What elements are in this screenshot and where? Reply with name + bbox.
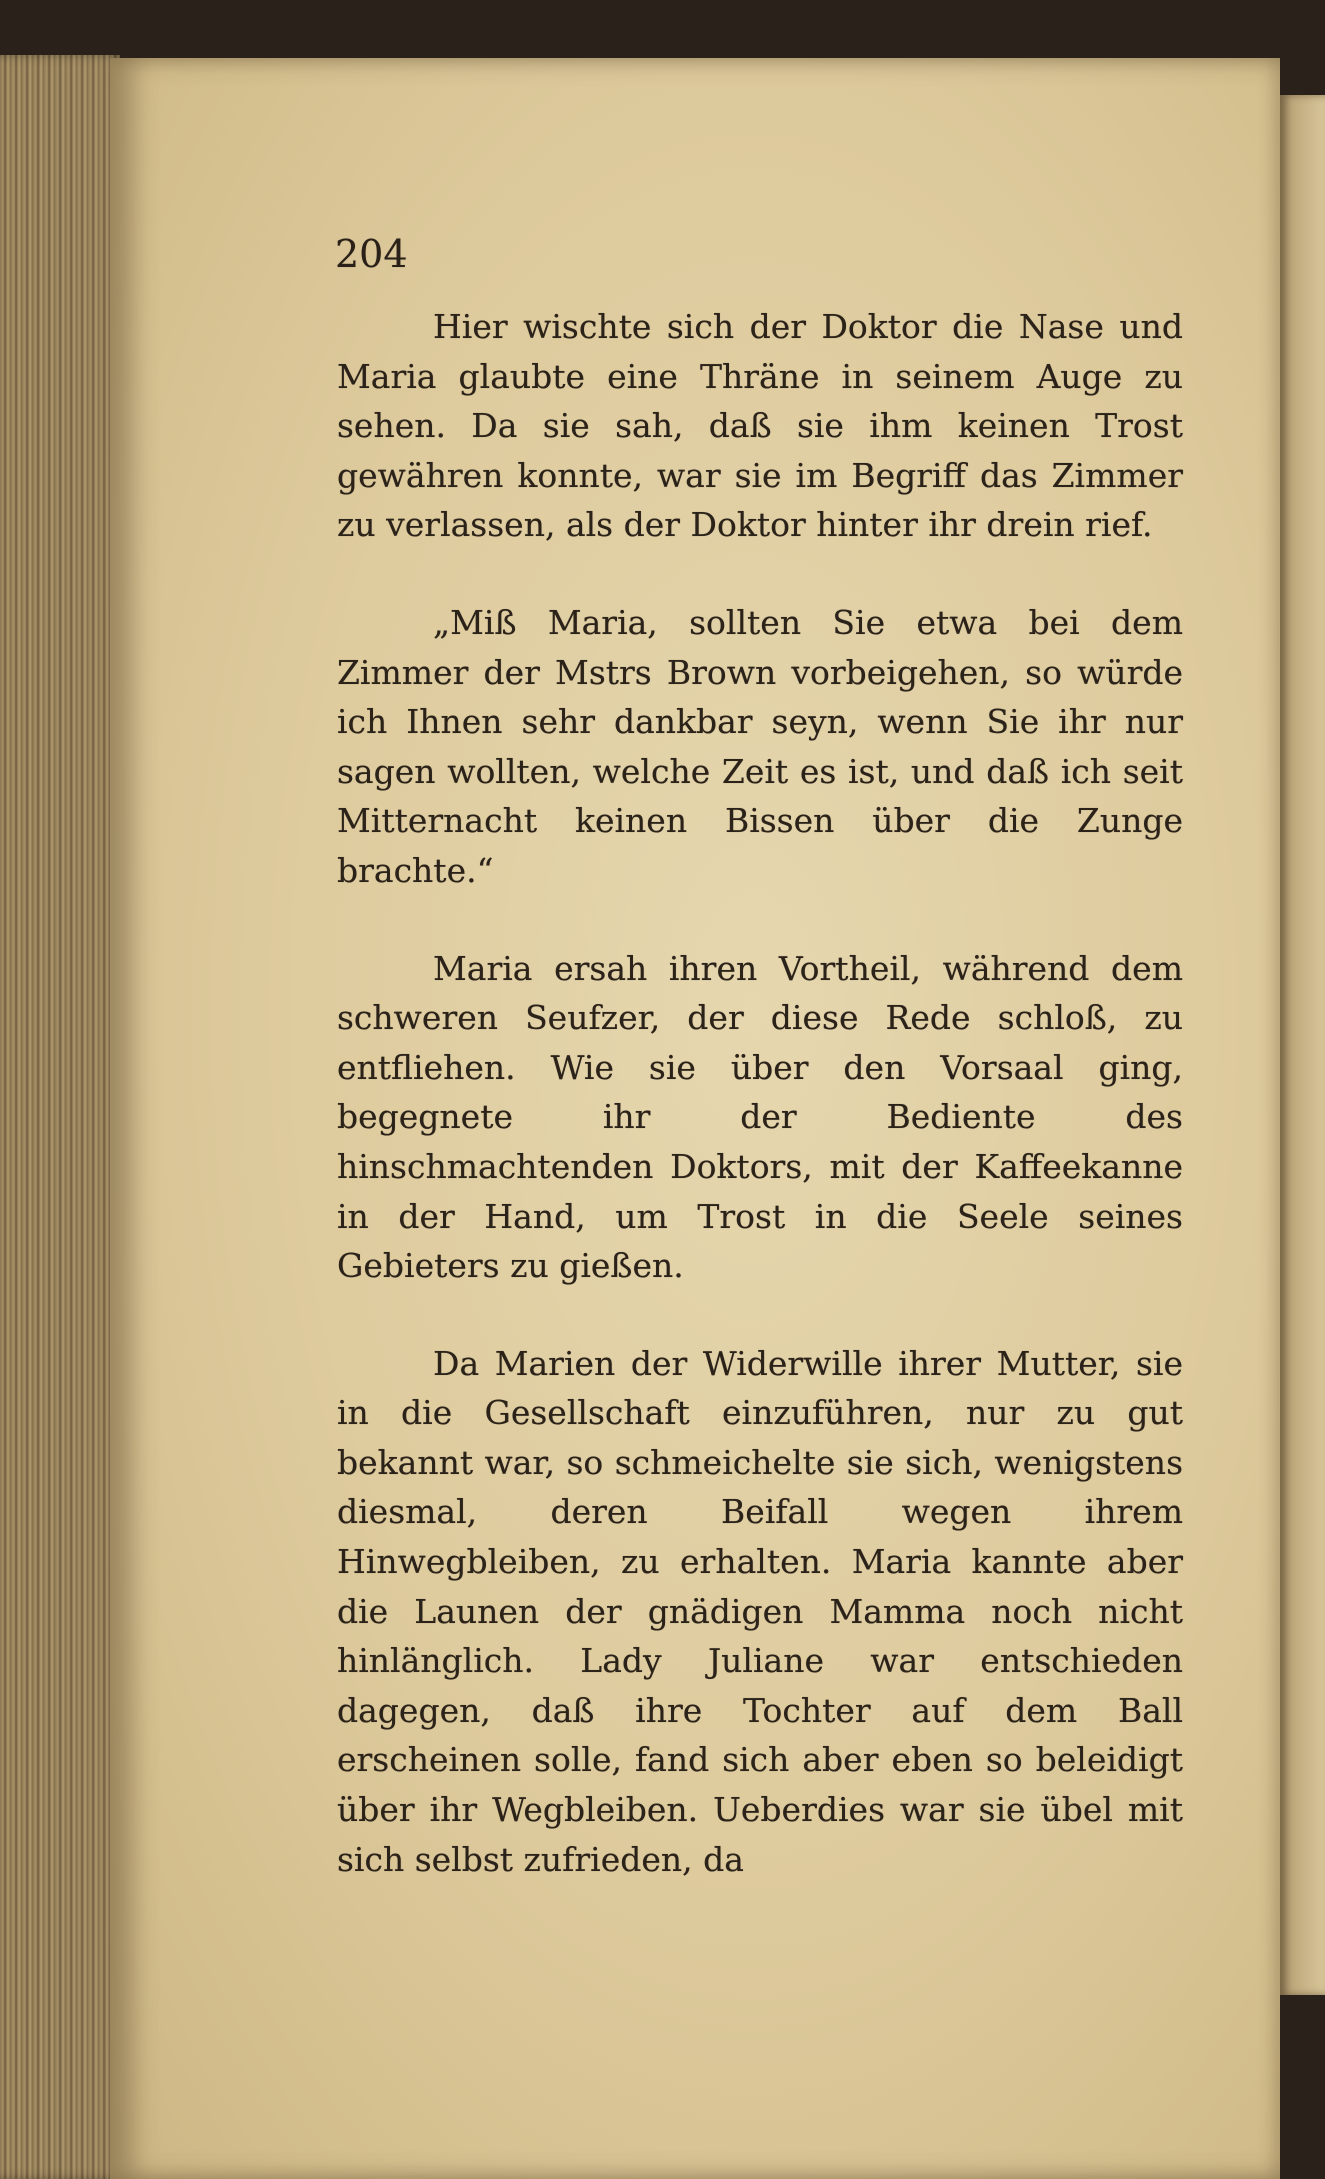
paragraph-4: Da Marien der Widerwille ihrer Mutter, sie in die Gesellschaft einzuführen, nur zu gut bekannt war, so schmeichelte sie sich, wenigstens diesmal, deren Beifall wegen ihrem Hinwegbleiben, zu erhalten. Maria kannte aber die Launen der gnädigen Mamma noch nicht hinlänglich. Lady Juliane war entschieden dagegen, daß ihre Tochter auf dem Ball erscheinen solle, fand sich aber eben so beleidigt über ihr Wegbleiben. Ueberdies war sie übel mit sich selbst zufrieden, da (337, 1343, 1183, 1879)
stacked-page-edges (0, 55, 120, 2179)
page-number: 204 (335, 232, 408, 276)
paragraph-1: Hier wischte sich der Doktor die Nase und Maria glaubte eine Thräne in seinem Auge zu sehen. Da sie sah, daß sie ihm keinen Trost gewähren konnte, war sie im Begriff das Zimmer zu verlassen, als der Doktor hinter ihr drein rief. (337, 307, 1183, 545)
paragraph-3: Maria ersah ihren Vortheil, während dem schweren Seufzer, der diese Rede schloß, zu entfliehen. Wie sie über den Vorsaal ging, begegnete ihr der Bediente des hinschmachtenden Doktors, mit der Kaffeekanne in der Hand, um Trost in die Seele seines Gebieters zu gießen. (337, 948, 1183, 1286)
facing-page-edge (1280, 95, 1325, 1995)
body-text (337, 302, 1183, 1884)
paragraph-2: „Miß Maria, sollten Sie etwa bei dem Zimmer der Mstrs Brown vorbeigehen, so würde ich Ihnen sehr dankbar seyn, wenn Sie ihr nur sagen wollten, welche Zeit es ist, und daß ich seit Mitternacht keinen Bissen über die Zunge brachte.“ (337, 602, 1183, 890)
